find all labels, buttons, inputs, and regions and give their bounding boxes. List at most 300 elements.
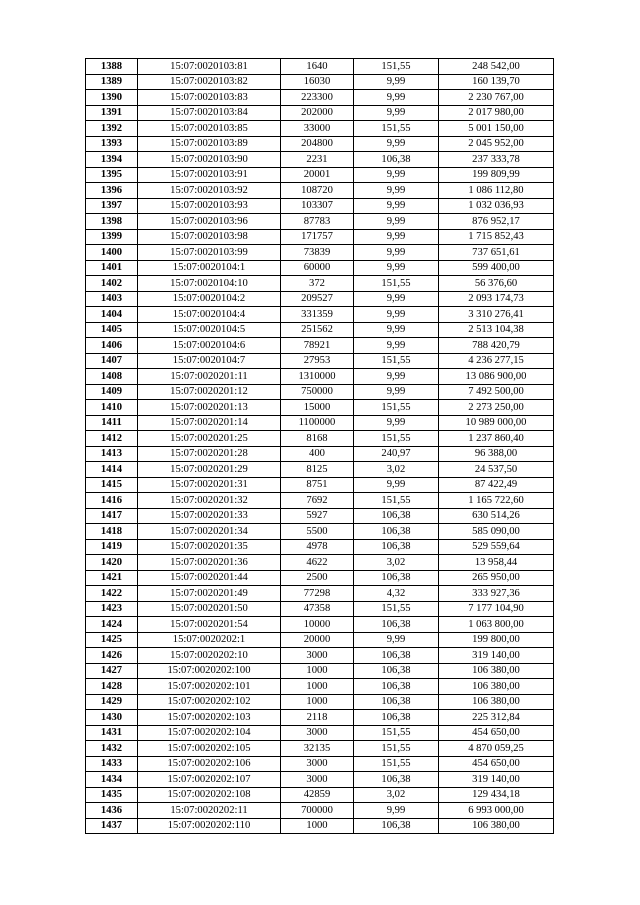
rate-cell: 3,02 [354, 555, 439, 571]
rate-cell: 151,55 [354, 493, 439, 509]
table-row [86, 400, 554, 416]
cadastral-number-cell: 15:07:0020202:105 [138, 741, 281, 757]
value-cell: 106 380,00 [439, 679, 554, 695]
cadastral-number-cell: 15:07:0020103:92 [138, 183, 281, 199]
value-cell: 56 376,60 [439, 276, 554, 292]
row-number-cell: 1430 [86, 710, 138, 726]
row-number-cell: 1413 [86, 446, 138, 462]
cadastral-number-cell: 15:07:0020103:89 [138, 136, 281, 152]
area-cell: 8168 [281, 431, 354, 447]
area-cell: 223300 [281, 90, 354, 106]
rate-cell: 106,38 [354, 570, 439, 586]
area-cell: 4622 [281, 555, 354, 571]
table-row [86, 229, 554, 245]
table-row [86, 384, 554, 400]
area-cell: 1000 [281, 694, 354, 710]
area-cell: 750000 [281, 384, 354, 400]
rate-cell: 9,99 [354, 260, 439, 276]
rate-cell: 106,38 [354, 617, 439, 633]
area-cell: 400 [281, 446, 354, 462]
value-cell: 585 090,00 [439, 524, 554, 540]
rate-cell: 9,99 [354, 245, 439, 261]
cadastral-number-cell: 15:07:0020201:34 [138, 524, 281, 540]
area-cell: 108720 [281, 183, 354, 199]
row-number-cell: 1402 [86, 276, 138, 292]
cadastral-number-cell: 15:07:0020201:12 [138, 384, 281, 400]
rate-cell: 9,99 [354, 307, 439, 323]
cadastral-number-cell: 15:07:0020202:1 [138, 632, 281, 648]
rate-cell: 9,99 [354, 322, 439, 338]
table-row [86, 353, 554, 369]
area-cell: 2231 [281, 152, 354, 168]
cadastral-number-cell: 15:07:0020202:11 [138, 803, 281, 819]
row-number-cell: 1434 [86, 772, 138, 788]
value-cell: 248 542,00 [439, 59, 554, 75]
table-row [86, 136, 554, 152]
value-cell: 737 651,61 [439, 245, 554, 261]
cadastral-number-cell: 15:07:0020201:13 [138, 400, 281, 416]
table-row [86, 818, 554, 834]
row-number-cell: 1416 [86, 493, 138, 509]
area-cell: 20001 [281, 167, 354, 183]
rate-cell: 9,99 [354, 803, 439, 819]
area-cell: 47358 [281, 601, 354, 617]
row-number-cell: 1417 [86, 508, 138, 524]
cadastral-number-cell: 15:07:0020103:81 [138, 59, 281, 75]
cadastral-number-cell: 15:07:0020103:99 [138, 245, 281, 261]
value-cell: 2 273 250,00 [439, 400, 554, 416]
area-cell: 16030 [281, 74, 354, 90]
value-cell: 265 950,00 [439, 570, 554, 586]
table-row [86, 803, 554, 819]
value-cell: 454 650,00 [439, 725, 554, 741]
rate-cell: 106,38 [354, 694, 439, 710]
row-number-cell: 1394 [86, 152, 138, 168]
rate-cell: 9,99 [354, 338, 439, 354]
row-number-cell: 1423 [86, 601, 138, 617]
value-cell: 129 434,18 [439, 787, 554, 803]
table-row [86, 415, 554, 431]
value-cell: 1 086 112,80 [439, 183, 554, 199]
table-row [86, 555, 554, 571]
area-cell: 209527 [281, 291, 354, 307]
value-cell: 10 989 000,00 [439, 415, 554, 431]
table-row [86, 694, 554, 710]
cadastral-number-cell: 15:07:0020103:91 [138, 167, 281, 183]
cadastral-number-cell: 15:07:0020104:1 [138, 260, 281, 276]
area-cell: 700000 [281, 803, 354, 819]
area-cell: 27953 [281, 353, 354, 369]
cadastral-number-cell: 15:07:0020202:102 [138, 694, 281, 710]
cadastral-number-cell: 15:07:0020202:106 [138, 756, 281, 772]
rate-cell: 9,99 [354, 198, 439, 214]
cadastral-number-cell: 15:07:0020104:2 [138, 291, 281, 307]
table-row [86, 617, 554, 633]
row-number-cell: 1399 [86, 229, 138, 245]
table-row [86, 756, 554, 772]
table-row [86, 462, 554, 478]
value-cell: 106 380,00 [439, 663, 554, 679]
rate-cell: 106,38 [354, 710, 439, 726]
value-cell: 106 380,00 [439, 694, 554, 710]
row-number-cell: 1400 [86, 245, 138, 261]
row-number-cell: 1393 [86, 136, 138, 152]
rate-cell: 9,99 [354, 167, 439, 183]
row-number-cell: 1395 [86, 167, 138, 183]
cadastral-number-cell: 15:07:0020103:98 [138, 229, 281, 245]
area-cell: 73839 [281, 245, 354, 261]
row-number-cell: 1405 [86, 322, 138, 338]
cadastral-number-cell: 15:07:0020201:35 [138, 539, 281, 555]
cadastral-number-cell: 15:07:0020103:83 [138, 90, 281, 106]
area-cell: 204800 [281, 136, 354, 152]
area-cell: 3000 [281, 772, 354, 788]
table-row [86, 90, 554, 106]
area-cell: 171757 [281, 229, 354, 245]
row-number-cell: 1427 [86, 663, 138, 679]
value-cell: 3 310 276,41 [439, 307, 554, 323]
cadastral-number-cell: 15:07:0020201:32 [138, 493, 281, 509]
area-cell: 5927 [281, 508, 354, 524]
value-cell: 96 388,00 [439, 446, 554, 462]
area-cell: 8751 [281, 477, 354, 493]
cadastral-number-cell: 15:07:0020103:96 [138, 214, 281, 230]
value-cell: 237 333,78 [439, 152, 554, 168]
area-cell: 1640 [281, 59, 354, 75]
row-number-cell: 1397 [86, 198, 138, 214]
cadastral-number-cell: 15:07:0020103:93 [138, 198, 281, 214]
table-row [86, 648, 554, 664]
table-row [86, 663, 554, 679]
value-cell: 454 650,00 [439, 756, 554, 772]
cadastral-number-cell: 15:07:0020202:103 [138, 710, 281, 726]
rate-cell: 106,38 [354, 818, 439, 834]
value-cell: 2 093 174,73 [439, 291, 554, 307]
row-number-cell: 1426 [86, 648, 138, 664]
area-cell: 4978 [281, 539, 354, 555]
value-cell: 2 017 980,00 [439, 105, 554, 121]
table-row [86, 276, 554, 292]
area-cell: 60000 [281, 260, 354, 276]
row-number-cell: 1421 [86, 570, 138, 586]
rate-cell: 9,99 [354, 369, 439, 385]
rate-cell: 151,55 [354, 725, 439, 741]
table-row [86, 725, 554, 741]
row-number-cell: 1411 [86, 415, 138, 431]
cadastral-number-cell: 15:07:0020201:25 [138, 431, 281, 447]
area-cell: 33000 [281, 121, 354, 137]
table-row [86, 338, 554, 354]
table-row [86, 152, 554, 168]
row-number-cell: 1422 [86, 586, 138, 602]
rate-cell: 9,99 [354, 90, 439, 106]
cadastral-number-cell: 15:07:0020104:10 [138, 276, 281, 292]
area-cell: 77298 [281, 586, 354, 602]
row-number-cell: 1425 [86, 632, 138, 648]
value-cell: 1 237 860,40 [439, 431, 554, 447]
rate-cell: 9,99 [354, 74, 439, 90]
value-cell: 1 165 722,60 [439, 493, 554, 509]
rate-cell: 9,99 [354, 214, 439, 230]
cadastral-number-cell: 15:07:0020103:84 [138, 105, 281, 121]
value-cell: 7 492 500,00 [439, 384, 554, 400]
value-cell: 5 001 150,00 [439, 121, 554, 137]
row-number-cell: 1437 [86, 818, 138, 834]
table-row [86, 322, 554, 338]
row-number-cell: 1389 [86, 74, 138, 90]
data-table [85, 58, 554, 834]
table-row [86, 632, 554, 648]
cadastral-number-cell: 15:07:0020104:4 [138, 307, 281, 323]
row-number-cell: 1410 [86, 400, 138, 416]
area-cell: 2500 [281, 570, 354, 586]
area-cell: 372 [281, 276, 354, 292]
rate-cell: 151,55 [354, 601, 439, 617]
table-row [86, 245, 554, 261]
cadastral-number-cell: 15:07:0020202:108 [138, 787, 281, 803]
row-number-cell: 1407 [86, 353, 138, 369]
area-cell: 42859 [281, 787, 354, 803]
value-cell: 1 063 800,00 [439, 617, 554, 633]
rate-cell: 106,38 [354, 508, 439, 524]
row-number-cell: 1401 [86, 260, 138, 276]
table-row [86, 679, 554, 695]
table-row [86, 74, 554, 90]
rate-cell: 240,97 [354, 446, 439, 462]
table-row [86, 105, 554, 121]
row-number-cell: 1396 [86, 183, 138, 199]
cadastral-number-cell: 15:07:0020201:29 [138, 462, 281, 478]
value-cell: 1 032 036,93 [439, 198, 554, 214]
value-cell: 87 422,49 [439, 477, 554, 493]
row-number-cell: 1428 [86, 679, 138, 695]
table-row [86, 214, 554, 230]
row-number-cell: 1390 [86, 90, 138, 106]
value-cell: 876 952,17 [439, 214, 554, 230]
value-cell: 599 400,00 [439, 260, 554, 276]
row-number-cell: 1406 [86, 338, 138, 354]
area-cell: 78921 [281, 338, 354, 354]
table-row [86, 446, 554, 462]
table-row [86, 772, 554, 788]
table-row [86, 291, 554, 307]
rate-cell: 151,55 [354, 431, 439, 447]
cadastral-number-cell: 15:07:0020201:50 [138, 601, 281, 617]
area-cell: 251562 [281, 322, 354, 338]
value-cell: 2 230 767,00 [439, 90, 554, 106]
row-number-cell: 1392 [86, 121, 138, 137]
cadastral-number-cell: 15:07:0020202:104 [138, 725, 281, 741]
cadastral-number-cell: 15:07:0020202:110 [138, 818, 281, 834]
row-number-cell: 1391 [86, 105, 138, 121]
rate-cell: 151,55 [354, 121, 439, 137]
rate-cell: 106,38 [354, 679, 439, 695]
area-cell: 5500 [281, 524, 354, 540]
rate-cell: 9,99 [354, 291, 439, 307]
rate-cell: 3,02 [354, 787, 439, 803]
cadastral-number-cell: 15:07:0020202:100 [138, 663, 281, 679]
area-cell: 331359 [281, 307, 354, 323]
rate-cell: 9,99 [354, 632, 439, 648]
rate-cell: 151,55 [354, 59, 439, 75]
area-cell: 3000 [281, 725, 354, 741]
value-cell: 630 514,26 [439, 508, 554, 524]
table-row [86, 787, 554, 803]
table-row [86, 570, 554, 586]
table-row [86, 508, 554, 524]
row-number-cell: 1408 [86, 369, 138, 385]
area-cell: 1000 [281, 679, 354, 695]
row-number-cell: 1424 [86, 617, 138, 633]
cadastral-number-cell: 15:07:0020201:14 [138, 415, 281, 431]
cadastral-number-cell: 15:07:0020201:31 [138, 477, 281, 493]
row-number-cell: 1412 [86, 431, 138, 447]
cadastral-number-cell: 15:07:0020202:107 [138, 772, 281, 788]
row-number-cell: 1433 [86, 756, 138, 772]
table-row [86, 586, 554, 602]
area-cell: 103307 [281, 198, 354, 214]
value-cell: 319 140,00 [439, 772, 554, 788]
table-row [86, 121, 554, 137]
table-row [86, 431, 554, 447]
value-cell: 2 513 104,38 [439, 322, 554, 338]
row-number-cell: 1414 [86, 462, 138, 478]
cadastral-number-cell: 15:07:0020104:5 [138, 322, 281, 338]
value-cell: 13 086 900,00 [439, 369, 554, 385]
area-cell: 1000 [281, 818, 354, 834]
rate-cell: 9,99 [354, 183, 439, 199]
cadastral-number-cell: 15:07:0020201:36 [138, 555, 281, 571]
cadastral-number-cell: 15:07:0020104:7 [138, 353, 281, 369]
rate-cell: 3,02 [354, 462, 439, 478]
value-cell: 4 870 059,25 [439, 741, 554, 757]
row-number-cell: 1404 [86, 307, 138, 323]
cadastral-number-cell: 15:07:0020202:101 [138, 679, 281, 695]
value-cell: 529 559,64 [439, 539, 554, 555]
table-row [86, 710, 554, 726]
cadastral-number-cell: 15:07:0020201:54 [138, 617, 281, 633]
rate-cell: 4,32 [354, 586, 439, 602]
table-row [86, 260, 554, 276]
cadastral-number-cell: 15:07:0020201:49 [138, 586, 281, 602]
cadastral-number-cell: 15:07:0020201:28 [138, 446, 281, 462]
value-cell: 4 236 277,15 [439, 353, 554, 369]
value-cell: 6 993 000,00 [439, 803, 554, 819]
area-cell: 1100000 [281, 415, 354, 431]
area-cell: 3000 [281, 648, 354, 664]
row-number-cell: 1409 [86, 384, 138, 400]
row-number-cell: 1388 [86, 59, 138, 75]
value-cell: 24 537,50 [439, 462, 554, 478]
table-row [86, 539, 554, 555]
table-row [86, 477, 554, 493]
table-row [86, 198, 554, 214]
rate-cell: 151,55 [354, 756, 439, 772]
rate-cell: 106,38 [354, 152, 439, 168]
table-row [86, 369, 554, 385]
table-row [86, 524, 554, 540]
rate-cell: 9,99 [354, 384, 439, 400]
cadastral-number-cell: 15:07:0020104:6 [138, 338, 281, 354]
area-cell: 3000 [281, 756, 354, 772]
row-number-cell: 1429 [86, 694, 138, 710]
rate-cell: 151,55 [354, 400, 439, 416]
cadastral-number-cell: 15:07:0020201:44 [138, 570, 281, 586]
value-cell: 319 140,00 [439, 648, 554, 664]
table-row [86, 183, 554, 199]
area-cell: 20000 [281, 632, 354, 648]
area-cell: 1310000 [281, 369, 354, 385]
row-number-cell: 1420 [86, 555, 138, 571]
table-row [86, 167, 554, 183]
rate-cell: 9,99 [354, 105, 439, 121]
cadastral-number-cell: 15:07:0020103:90 [138, 152, 281, 168]
value-cell: 788 420,79 [439, 338, 554, 354]
rate-cell: 151,55 [354, 276, 439, 292]
area-cell: 87783 [281, 214, 354, 230]
area-cell: 32135 [281, 741, 354, 757]
value-cell: 1 715 852,43 [439, 229, 554, 245]
row-number-cell: 1418 [86, 524, 138, 540]
table-row [86, 741, 554, 757]
rate-cell: 106,38 [354, 663, 439, 679]
row-number-cell: 1398 [86, 214, 138, 230]
cadastral-number-cell: 15:07:0020202:10 [138, 648, 281, 664]
area-cell: 10000 [281, 617, 354, 633]
value-cell: 225 312,84 [439, 710, 554, 726]
table-row [86, 493, 554, 509]
cadastral-number-cell: 15:07:0020201:33 [138, 508, 281, 524]
row-number-cell: 1415 [86, 477, 138, 493]
rate-cell: 106,38 [354, 772, 439, 788]
rate-cell: 106,38 [354, 648, 439, 664]
value-cell: 13 958,44 [439, 555, 554, 571]
rate-cell: 151,55 [354, 353, 439, 369]
row-number-cell: 1432 [86, 741, 138, 757]
area-cell: 15000 [281, 400, 354, 416]
value-cell: 199 809,99 [439, 167, 554, 183]
area-cell: 1000 [281, 663, 354, 679]
value-cell: 199 800,00 [439, 632, 554, 648]
row-number-cell: 1436 [86, 803, 138, 819]
value-cell: 106 380,00 [439, 818, 554, 834]
row-number-cell: 1435 [86, 787, 138, 803]
cadastral-number-cell: 15:07:0020201:11 [138, 369, 281, 385]
rate-cell: 106,38 [354, 539, 439, 555]
area-cell: 202000 [281, 105, 354, 121]
row-number-cell: 1419 [86, 539, 138, 555]
value-cell: 2 045 952,00 [439, 136, 554, 152]
row-number-cell: 1403 [86, 291, 138, 307]
area-cell: 2118 [281, 710, 354, 726]
rate-cell: 9,99 [354, 136, 439, 152]
table-row [86, 59, 554, 75]
cadastral-number-cell: 15:07:0020103:82 [138, 74, 281, 90]
rate-cell: 9,99 [354, 477, 439, 493]
value-cell: 7 177 104,90 [439, 601, 554, 617]
rate-cell: 106,38 [354, 524, 439, 540]
rate-cell: 9,99 [354, 415, 439, 431]
rate-cell: 151,55 [354, 741, 439, 757]
area-cell: 8125 [281, 462, 354, 478]
cadastral-number-cell: 15:07:0020103:85 [138, 121, 281, 137]
value-cell: 160 139,70 [439, 74, 554, 90]
table-body [86, 59, 554, 834]
table-row [86, 307, 554, 323]
value-cell: 333 927,36 [439, 586, 554, 602]
table-row [86, 601, 554, 617]
row-number-cell: 1431 [86, 725, 138, 741]
